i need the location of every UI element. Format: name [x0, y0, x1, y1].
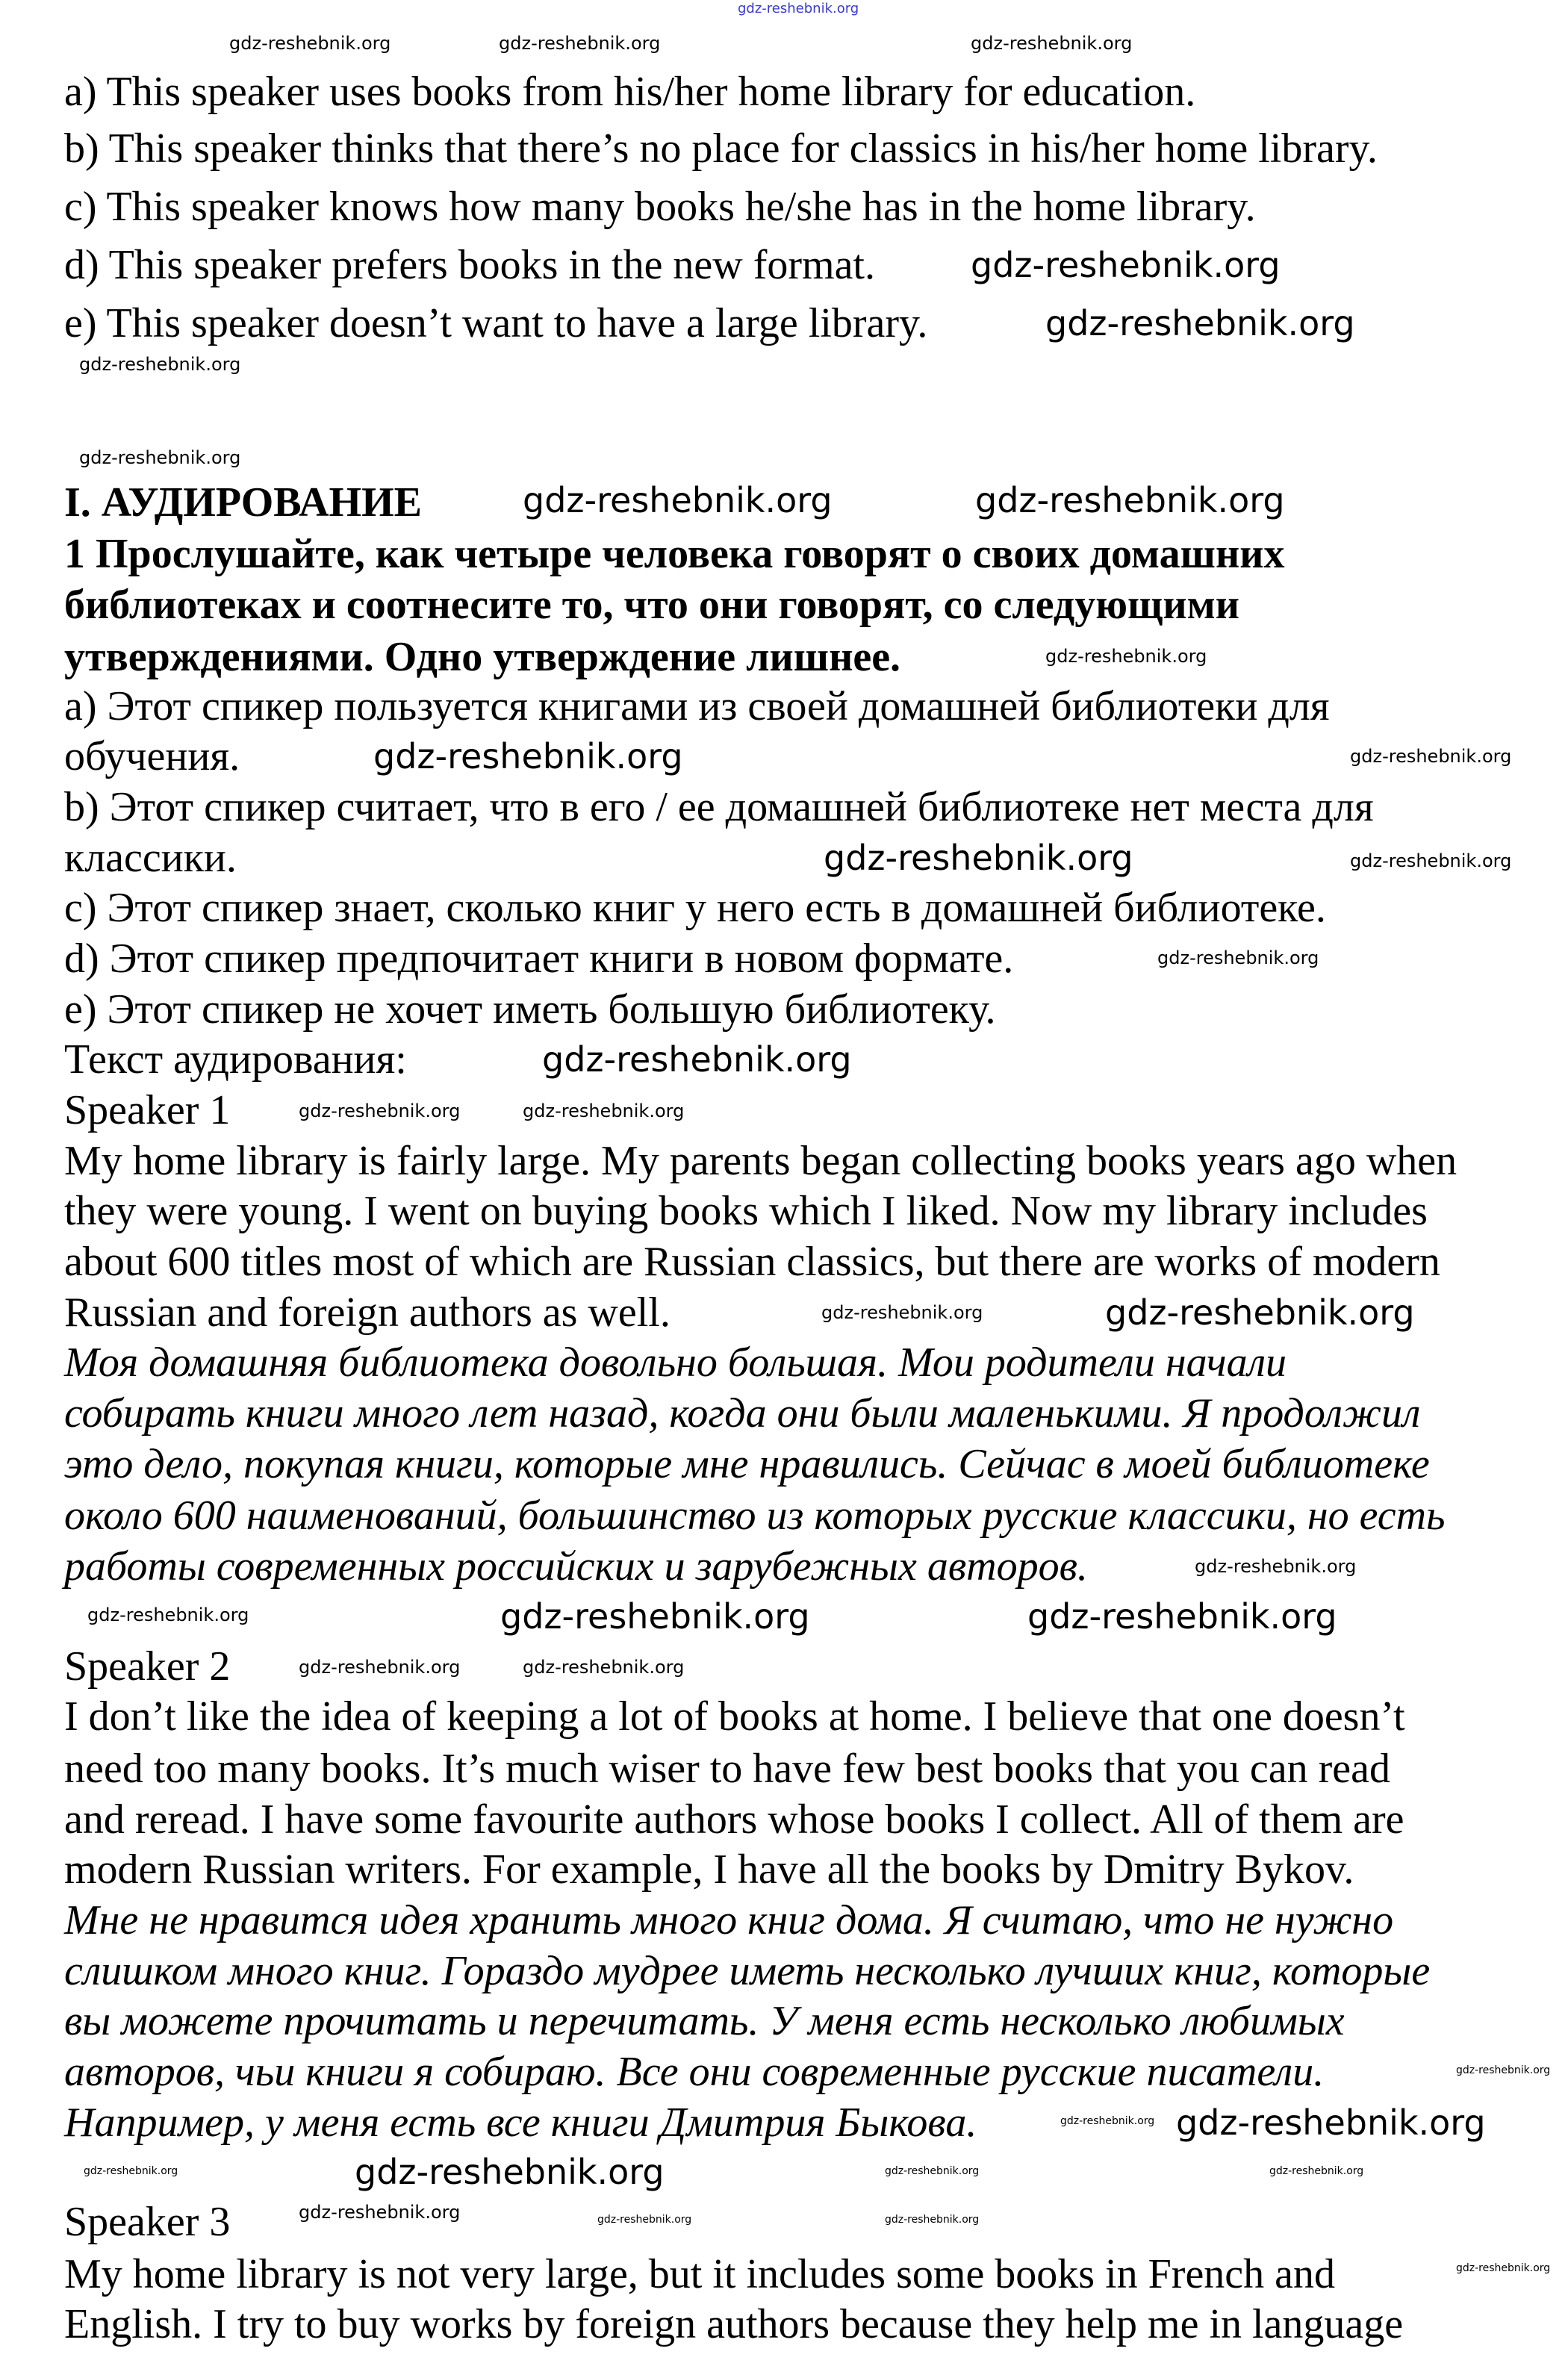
- speaker-text-ru: вы можете прочитать и перечитать. У меня есть несколько любимых: [64, 1998, 1345, 2044]
- speaker-text-en: they were young. I went on buying books which I liked. Now my library includes: [64, 1188, 1428, 1234]
- statement-a: a) This speaker uses books from his/her home library for education.: [64, 69, 1196, 115]
- watermark: gdz-reshebnik.org: [1350, 746, 1512, 767]
- statement-ru-line: d) Этот спикер предпочитает книги в новом формате.: [64, 936, 1014, 982]
- watermark: gdz-reshebnik.org: [1045, 646, 1207, 667]
- statement-e: e) This speaker doesn’t want to have a large library.: [64, 300, 928, 346]
- watermark: gdz-reshebnik.org: [1045, 303, 1355, 343]
- statement-b: b) This speaker thinks that there’s no place for classics in his/her home library.: [64, 125, 1378, 172]
- watermark: gdz-reshebnik.org: [1456, 2262, 1551, 2274]
- speaker-text-ru: Мне не нравится идея хранить много книг дома. Я считаю, что не нужно: [64, 1897, 1394, 1943]
- statement-ru-line: классики.: [64, 835, 237, 881]
- watermark: gdz-reshebnik.org: [1105, 1292, 1415, 1333]
- watermark: gdz-reshebnik.org: [1157, 947, 1319, 968]
- watermark: gdz-reshebnik.org: [299, 1101, 461, 1121]
- watermark: gdz-reshebnik.org: [79, 447, 241, 468]
- watermark: gdz-reshebnik.org: [299, 2202, 461, 2223]
- task-line: утверждениями. Одно утверждение лишнее.: [64, 634, 901, 680]
- statement-ru-line: c) Этот спикер знает, сколько книг у него есть в домашней библиотеке.: [64, 885, 1326, 931]
- watermark: gdz-reshebnik.org: [971, 245, 1281, 285]
- watermark: gdz-reshebnik.org: [229, 33, 391, 54]
- watermark: gdz-reshebnik.org: [499, 33, 661, 54]
- speaker-text-ru: собирать книги много лет назад, когда они были маленькими. Я продолжил: [64, 1390, 1421, 1436]
- speaker-label: Speaker 3: [64, 2199, 231, 2245]
- statement-c: c) This speaker knows how many books he/she has in the home library.: [64, 184, 1256, 230]
- watermark: gdz-reshebnik.org: [1027, 1596, 1337, 1637]
- speaker-text-ru: слишком много книг. Гораздо мудрее иметь несколько лучших книг, которые: [64, 1948, 1431, 1994]
- watermark: gdz-reshebnik.org: [355, 2152, 665, 2192]
- statement-ru-line: e) Этот спикер не хочет иметь большую библиотеку.: [64, 986, 996, 1033]
- speaker-text-ru: это дело, покупая книги, которые мне нравились. Сейчас в моей библиотеке: [64, 1441, 1430, 1487]
- statement-ru-line: обучения.: [64, 733, 240, 779]
- speaker-text-ru: авторов, чьи книги я собираю. Все они современные русские писатели.: [64, 2049, 1325, 2095]
- speaker-text-en: I don’t like the idea of keeping a lot of books at home. I believe that one doesn’t: [64, 1693, 1405, 1740]
- speaker-text-en: My home library is not very large, but it includes some books in French and: [64, 2251, 1336, 2297]
- speaker-text-ru: Моя домашняя библиотека довольно большая. Мои родители начали: [64, 1339, 1287, 1386]
- watermark: gdz-reshebnik.org: [885, 2165, 980, 2177]
- speaker-text-en: about 600 titles most of which are Russian classics, but there are works of modern: [64, 1239, 1440, 1285]
- watermark: gdz-reshebnik.org: [1176, 2102, 1486, 2143]
- task-line: библиотеках и соотнесите то, что они говорят, со следующими: [64, 582, 1239, 628]
- speaker-label: Speaker 1: [64, 1087, 231, 1133]
- watermark: gdz-reshebnik.org: [523, 480, 833, 520]
- statement-d: d) This speaker prefers books in the new format.: [64, 242, 875, 288]
- watermark: gdz-reshebnik.org: [500, 1596, 810, 1637]
- watermark: gdz-reshebnik.org: [79, 354, 241, 375]
- statement-ru-line: a) Этот спикер пользуется книгами из своей домашней библиотеки для: [64, 683, 1330, 729]
- watermark: gdz-reshebnik.org: [542, 1039, 852, 1080]
- speaker-text-ru: около 600 наименований, большинство из которых русские классики, но есть: [64, 1492, 1446, 1539]
- watermark: gdz-reshebnik.org: [885, 2214, 980, 2226]
- watermark: gdz-reshebnik.org: [1195, 1556, 1357, 1577]
- speaker-text-ru: Например, у меня есть все книги Дмитрия Быкова.: [64, 2099, 977, 2146]
- site-watermark-top: gdz-reshebnik.org: [738, 1, 859, 16]
- speaker-text-en: and reread. I have some favourite authors whose books I collect. All of them are: [64, 1796, 1404, 1843]
- watermark: gdz-reshebnik.org: [373, 736, 683, 776]
- watermark: gdz-reshebnik.org: [1350, 850, 1512, 871]
- watermark: gdz-reshebnik.org: [975, 480, 1285, 520]
- task-line: 1 Прослушайте, как четыре человека говорят о своих домашних: [64, 531, 1285, 577]
- section-title: I. АУДИРОВАНИЕ: [64, 479, 423, 526]
- watermark: gdz-reshebnik.org: [1060, 2115, 1155, 2127]
- watermark: gdz-reshebnik.org: [523, 1101, 685, 1121]
- speaker-text-en: Russian and foreign authors as well.: [64, 1289, 671, 1336]
- watermark: gdz-reshebnik.org: [971, 33, 1133, 54]
- speaker-text-ru: работы современных российских и зарубежных авторов.: [64, 1543, 1088, 1590]
- speaker-text-en: My home library is fairly large. My parents began collecting books years ago when: [64, 1138, 1457, 1184]
- speaker-text-en: English. I try to buy works by foreign authors because they help me in language: [64, 2301, 1404, 2347]
- watermark: gdz-reshebnik.org: [87, 1604, 249, 1625]
- watermark: gdz-reshebnik.org: [824, 838, 1133, 878]
- watermark: gdz-reshebnik.org: [1456, 2064, 1551, 2076]
- statement-ru-line: b) Этот спикер считает, что в его / ее домашней библиотеке нет места для: [64, 784, 1374, 830]
- watermark: gdz-reshebnik.org: [299, 1657, 461, 1678]
- watermark: gdz-reshebnik.org: [1269, 2165, 1364, 2177]
- transcript-label: Текст аудирования:: [64, 1036, 407, 1083]
- watermark: gdz-reshebnik.org: [523, 1657, 685, 1678]
- speaker-text-en: modern Russian writers. For example, I have all the books by Dmitry Bykov.: [64, 1846, 1354, 1893]
- speaker-label: Speaker 2: [64, 1643, 231, 1690]
- watermark: gdz-reshebnik.org: [84, 2165, 178, 2177]
- watermark: gdz-reshebnik.org: [821, 1302, 983, 1323]
- speaker-text-en: need too many books. It’s much wiser to have few best books that you can read: [64, 1746, 1391, 1792]
- watermark: gdz-reshebnik.org: [597, 2214, 692, 2226]
